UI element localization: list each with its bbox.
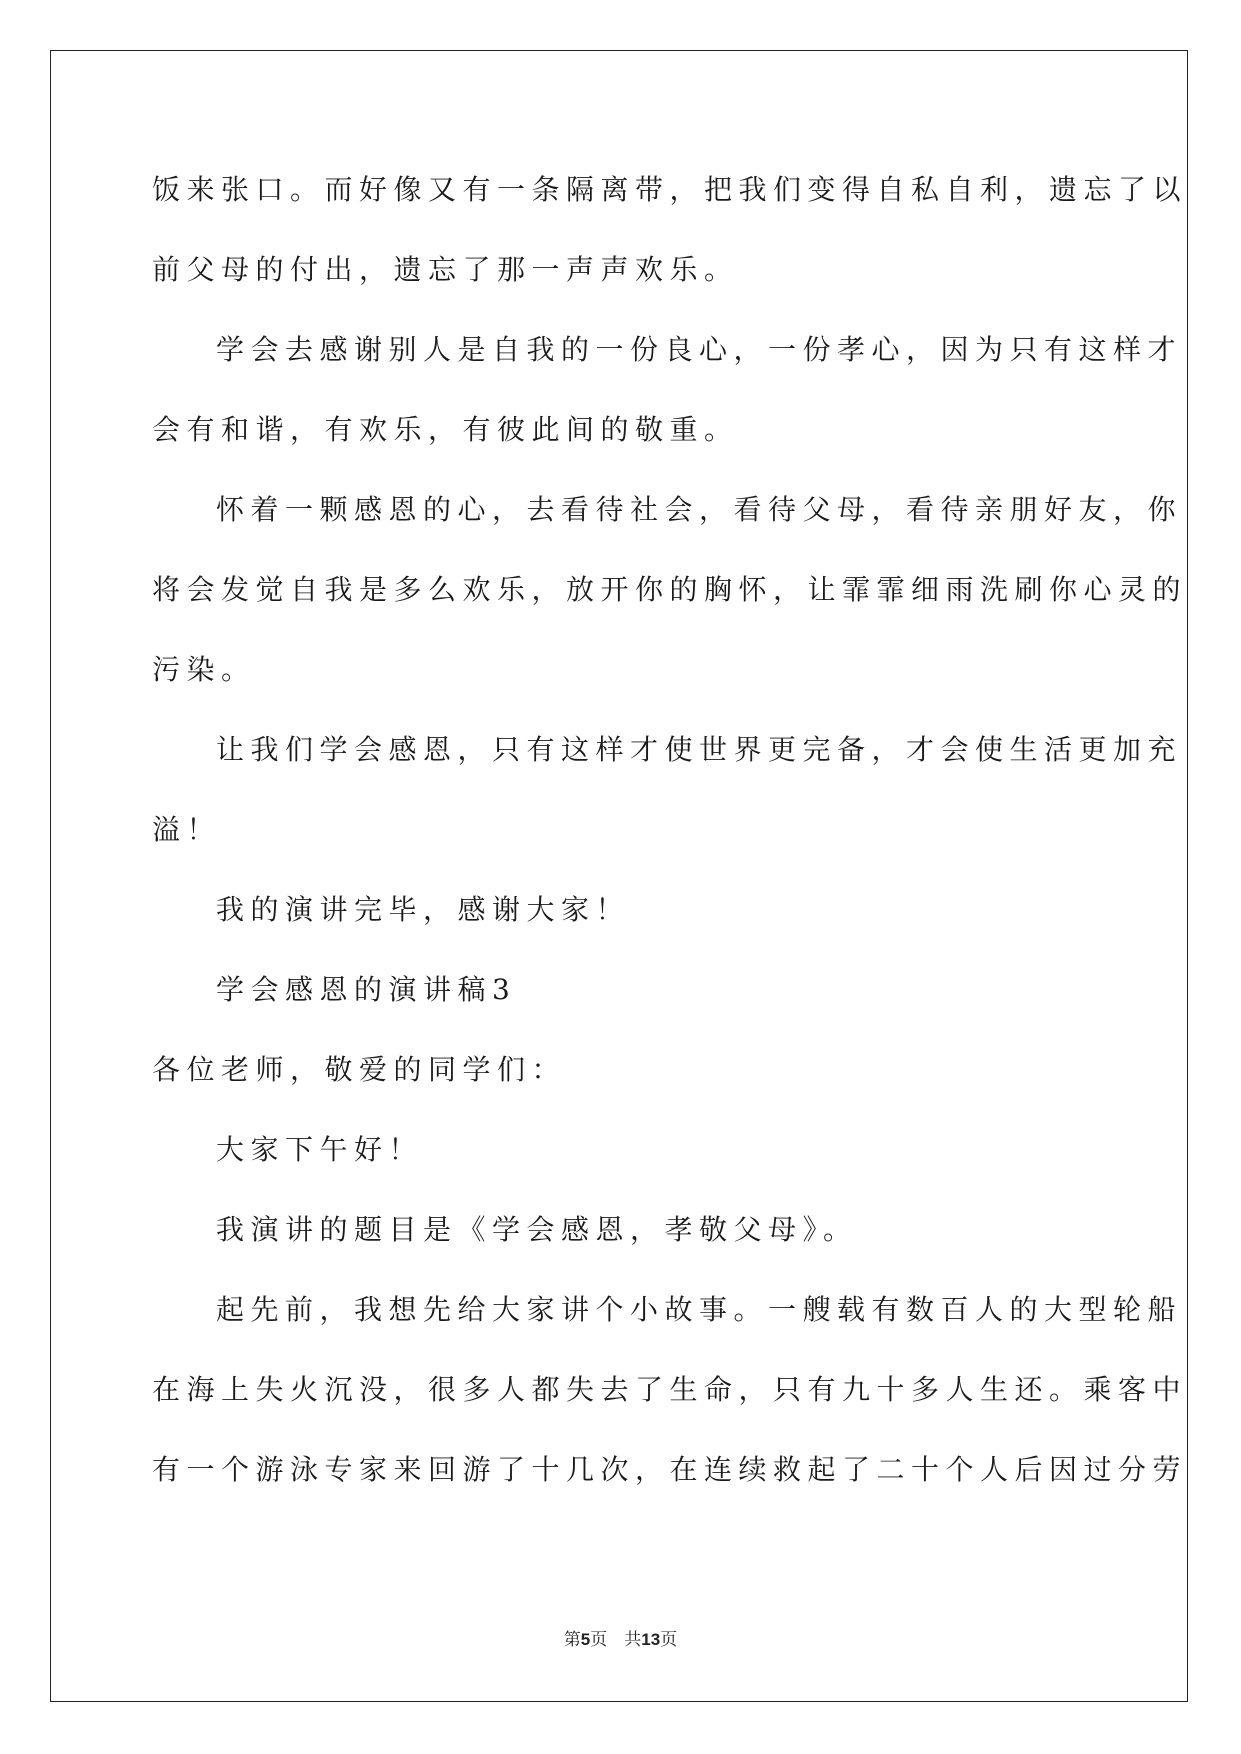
text-line: 污染。 — [152, 653, 256, 686]
salutation: 各位老师，敬爱的同学们： — [152, 1053, 567, 1086]
text-line: 我演讲的题目是《学会感恩，孝敬父母》。 — [216, 1213, 858, 1246]
text-line: 让我们学会感恩，只有这样才使世界更完备，才会使生活更加充 — [216, 733, 1183, 766]
page-footer — [0, 1625, 1241, 1650]
text-line: 我的演讲完毕，感谢大家！ — [216, 893, 631, 926]
total-pages-number: 13 — [641, 1630, 661, 1649]
text-line: 怀着一颗感恩的心，去看待社会，看待父母，看待亲朋好友，你 — [216, 493, 1183, 526]
footer-prefix: 第 — [563, 1630, 581, 1650]
text-line: 将会发觉自我是多么欢乐，放开你的胸怀，让霏霏细雨洗刷你心灵的 — [152, 573, 1188, 606]
text-line: 饭来张口。而好像又有一条隔离带，把我们变得自私自利，遗忘了以 — [152, 173, 1188, 206]
text-line: 学会去感谢别人是自我的一份良心，一份孝心，因为只有这样才 — [216, 333, 1183, 366]
text-line: 前父母的付出，遗忘了那一声声欢乐。 — [152, 253, 739, 286]
section-heading: 学会感恩的演讲稿3 — [216, 973, 517, 1006]
current-page-number: 5 — [580, 1630, 591, 1649]
text-line: 溢！ — [152, 813, 222, 846]
text-line: 会有和谐，有欢乐，有彼此间的敬重。 — [152, 413, 739, 446]
footer-mid: 页 共 — [590, 1630, 642, 1650]
text-line: 大家下午好！ — [216, 1133, 424, 1166]
text-line: 有一个游泳专家来回游了十几次，在连续救起了二十个人后因过分劳 — [152, 1453, 1188, 1486]
text-line: 起先前，我想先给大家讲个小故事。一艘载有数百人的大型轮船 — [216, 1293, 1183, 1326]
text-line: 在海上失火沉没，很多人都失去了生命，只有九十多人生还。乘客中 — [152, 1373, 1188, 1406]
footer-suffix: 页 — [660, 1630, 678, 1650]
